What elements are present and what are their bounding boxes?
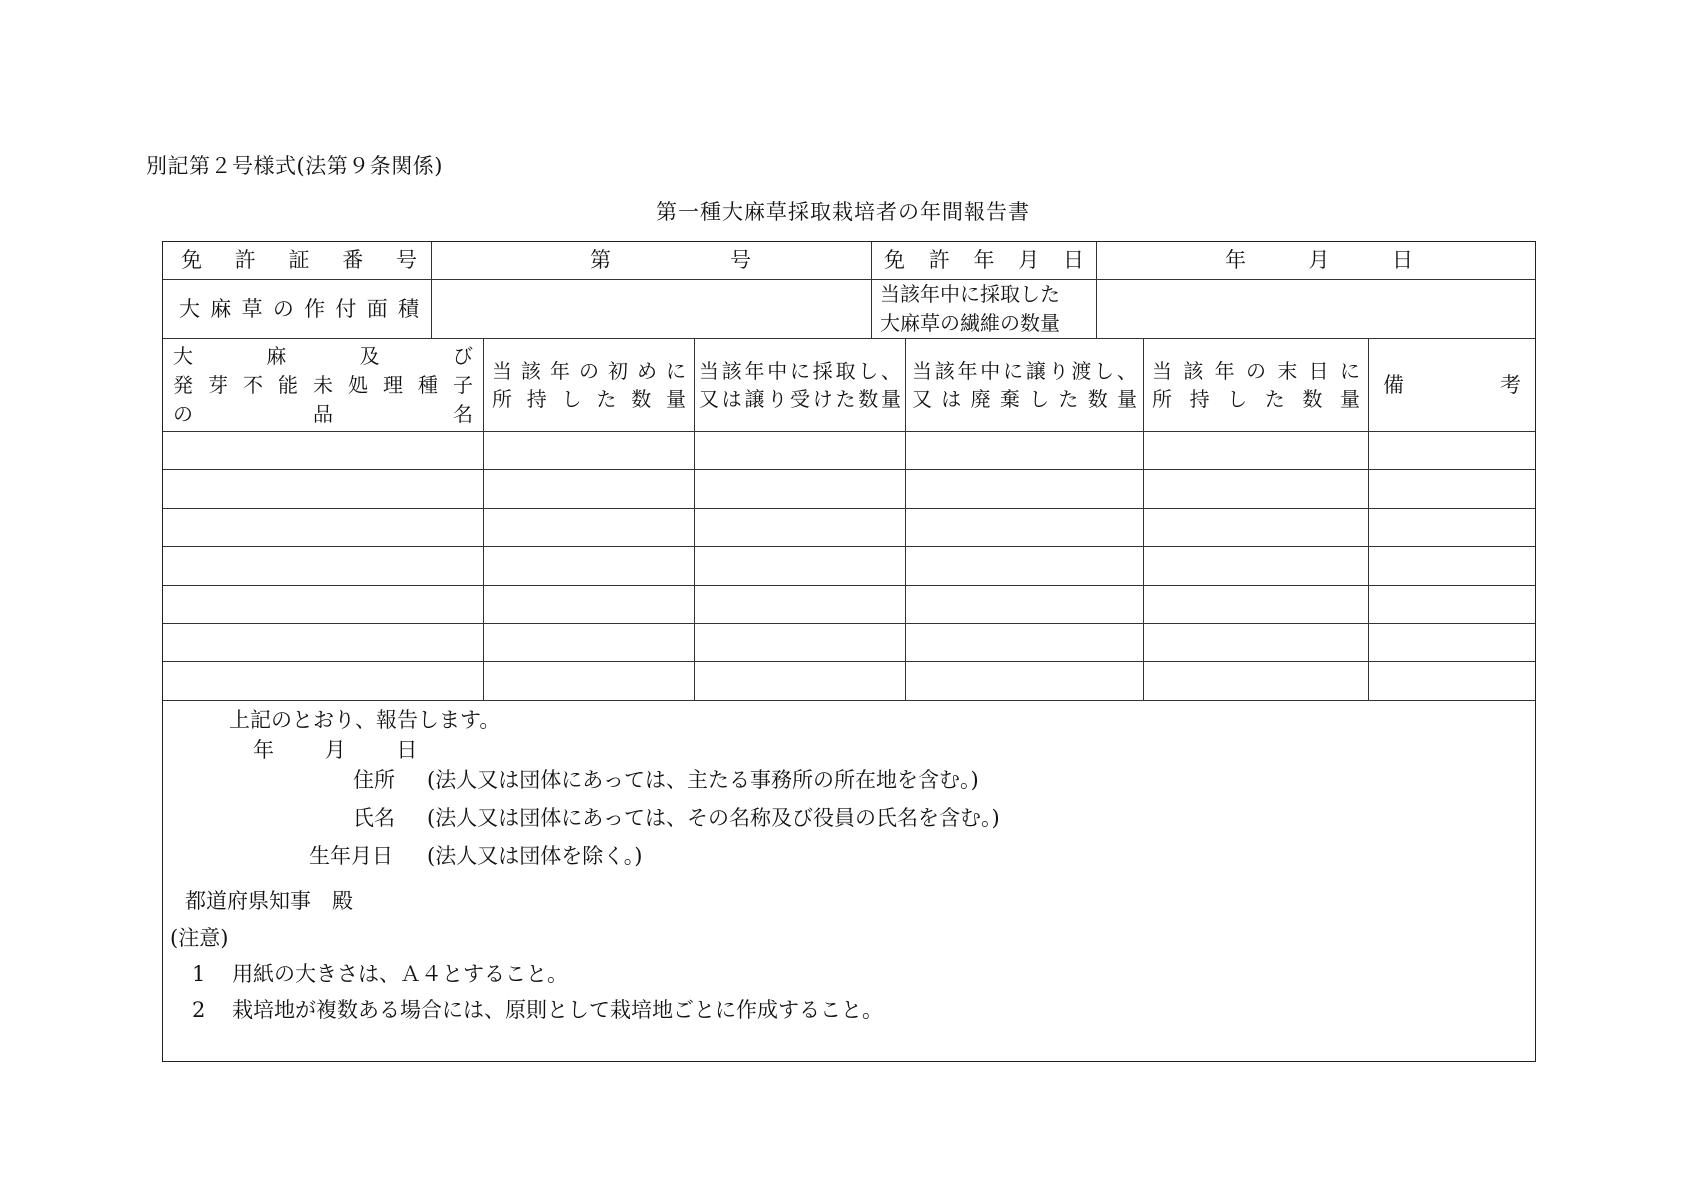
label-char: 渡 [1071,359,1092,383]
label-char: 積 [397,296,419,321]
start-quantity-label-line-2 [492,389,686,409]
label-char: め [637,359,657,383]
fiber-quantity-label-cell [872,280,1097,339]
variety-cell[interactable] [163,624,484,662]
remarks-cell[interactable] [1369,586,1535,624]
label-char: に [790,359,810,383]
label-char: 理 [383,373,403,397]
label-char: 年 [550,359,570,383]
label-char: 当 [1152,359,1172,383]
report-form-sheet [146,148,1540,1022]
variety-name-header [163,339,484,432]
remarks-cell[interactable] [1369,509,1535,547]
license-date-label-cell [872,242,1097,280]
notes-section [170,922,1530,1022]
label-char: 、 [881,359,901,383]
variety-name-label-line-2 [173,372,473,398]
name-label: 氏名 [353,806,395,830]
addressee: 都道府県知事 殿 [185,889,353,913]
label-char: 採 [812,359,833,383]
birthdate-note: (法人又は団体を除く。) [427,844,643,868]
label-char: 処 [348,373,368,397]
declaration-statement: 上記のとおり、報告します。 [229,708,501,732]
label-char: の [1245,359,1266,383]
label-char: し [1029,387,1050,411]
remarks-header [1369,339,1535,432]
end-quantity-label [1144,339,1368,431]
label-char: し [1227,387,1248,411]
remarks-cell[interactable] [1369,547,1535,585]
address-note: (法人又は団体にあっては、主たる事務所の所在地を含む。) [427,768,979,792]
label-char: 未 [313,373,333,397]
label-char: 当 [912,359,932,383]
fiber-quantity-label-line-1: 当該年中に採取した [880,282,1060,306]
notes-heading: (注意) [170,926,229,950]
label-char: 番 [342,248,364,272]
start-quantity-cell[interactable] [484,509,695,547]
end-quantity-cell[interactable] [1144,624,1369,662]
note-item-text: 栽培地が複数ある場合には、原則として栽培地ごとに作成すること。 [232,998,884,1022]
harvested-quantity-cell[interactable] [695,586,906,624]
label-char: 年 [973,248,995,272]
harvested-quantity-cell[interactable] [695,470,906,508]
label-char: 種 [418,373,438,397]
address-label: 住所 [353,768,395,792]
start-quantity-label-line-1 [492,361,686,381]
label-char: に [666,359,686,383]
end-quantity-cell[interactable] [1144,470,1369,508]
form-label: 別記第２号様式(法第９条関係) [146,154,443,178]
license-number-label [163,242,431,279]
label-char: 又 [699,387,719,411]
label-char: 考 [1500,372,1521,397]
variety-name-label [163,339,483,431]
label-char: り [767,387,788,411]
label-char: 数 [631,387,652,411]
label-char: 中 [980,359,1001,383]
planting-area-label [163,280,431,338]
label-char: 許 [234,248,256,272]
variety-name-label-line-1 [173,343,473,369]
label-char: 取 [835,359,856,383]
label-char: 、 [1116,359,1137,383]
label-char: 持 [526,387,547,411]
end-quantity-cell[interactable] [1144,586,1369,624]
label-char: 草 [241,296,263,321]
remarks-cell[interactable] [1369,470,1535,508]
label-char: 数 [858,387,879,411]
transferred-quantity-cell[interactable] [906,624,1144,662]
variety-cell[interactable] [163,509,484,547]
label-char: 麻 [266,344,287,368]
end-quantity-cell[interactable] [1144,662,1369,700]
label-char: 面 [366,296,388,321]
variety-cell[interactable] [163,662,484,700]
license-number-suffix: 号 [730,248,751,272]
start-quantity-header [484,339,695,432]
start-quantity-cell[interactable] [484,547,695,585]
harvested-quantity-label-line-1 [699,361,901,381]
birthdate-label: 生年月日 [309,844,393,868]
license-date-value [1097,242,1535,279]
harvested-quantity-cell[interactable] [695,432,906,470]
end-quantity-cell[interactable] [1144,509,1369,547]
start-quantity-cell[interactable] [484,662,695,700]
label-char: 付 [335,296,357,321]
transferred-quantity-cell[interactable] [906,662,1144,700]
end-quantity-label-line-2 [1152,389,1360,409]
license-number-value-cell[interactable] [432,242,872,280]
label-char: 麻 [210,296,232,321]
label-char: 該 [521,359,541,383]
label-char: 大 [173,344,193,368]
start-quantity-cell[interactable] [484,586,695,624]
label-char: 数 [1302,387,1323,411]
label-char: 棄 [999,387,1020,411]
label-char: 数 [1087,387,1108,411]
start-quantity-cell[interactable] [484,432,695,470]
label-char: 該 [721,359,742,383]
label-char: 中 [767,359,788,383]
transferred-quantity-label-line-1 [912,361,1137,381]
label-char: た [835,387,856,411]
label-char: 月 [1018,248,1040,272]
label-char: 号 [396,248,417,272]
transferred-quantity-header [906,339,1144,432]
variety-cell[interactable] [163,586,484,624]
transferred-quantity-cell[interactable] [906,509,1144,547]
label-char: た [1264,387,1285,411]
label-char: 年 [957,359,978,383]
harvested-quantity-cell[interactable] [695,662,906,700]
label-char: た [596,387,617,411]
label-char: 不 [243,373,263,397]
label-char: 受 [790,387,810,411]
label-char: 免 [884,248,905,272]
remarks-label [1369,339,1535,431]
label-char: 能 [278,373,298,397]
label-char: 量 [881,387,901,411]
label-char: 量 [1339,387,1360,411]
license-date-value-cell[interactable] [1097,242,1535,280]
variety-cell[interactable] [163,547,484,585]
start-quantity-cell[interactable] [484,624,695,662]
label-char: 該 [934,359,955,383]
variety-cell[interactable] [163,470,484,508]
end-quantity-header [1144,339,1369,432]
harvested-quantity-cell[interactable] [695,509,906,547]
declaration-date-year: 年 [253,738,274,762]
label-char: 日 [1063,248,1084,272]
end-quantity-cell[interactable] [1144,547,1369,585]
remarks-cell[interactable] [1369,432,1535,470]
note-item-number: 1 [192,962,206,986]
transferred-quantity-cell[interactable] [906,547,1144,585]
label-char: 譲 [744,387,765,411]
license-date-year: 年 [1225,248,1246,272]
remarks-cell[interactable] [1369,624,1535,662]
label-char: に [1003,359,1024,383]
note-item-number: 2 [192,998,206,1022]
label-char: 該 [1183,359,1204,383]
planting-area-value-cell[interactable] [432,280,872,339]
label-char: 日 [1308,359,1329,383]
declaration-date[interactable] [253,734,417,764]
label-char: の [272,296,294,321]
label-char: に [1339,359,1360,383]
label-char: 免 [181,248,202,272]
transferred-quantity-label [906,339,1143,431]
label-char: し [561,387,582,411]
label-char: り [1048,359,1069,383]
label-char: 芽 [208,373,228,397]
label-char: 当 [492,359,512,383]
label-char: び [452,344,473,368]
declaration-date-month: 月 [324,738,346,762]
fiber-quantity-label [872,280,1096,338]
label-char: 子 [453,373,473,397]
harvested-quantity-cell[interactable] [695,624,906,662]
label-char: 備 [1383,372,1404,397]
label-char: は [721,387,742,411]
license-date-label [872,242,1096,279]
harvested-quantity-header [695,339,906,432]
form-title: 第一種大麻草採取栽培者の年間報告書 [656,200,1030,224]
name-note: (法人又は団体にあっては、その名称及び役員の氏名を含む。) [427,806,1000,830]
transferred-quantity-cell[interactable] [906,432,1144,470]
harvested-quantity-label-line-2 [699,389,901,409]
license-date-month: 月 [1308,248,1330,272]
label-char: 当 [699,359,719,383]
license-date-day: 日 [1392,248,1413,272]
label-char: 譲 [1025,359,1046,383]
note-item-text: 用紙の大きさは、Ａ４とすること。 [232,962,569,986]
label-char: た [1058,387,1079,411]
label-char: 量 [665,387,686,411]
label-char: 廃 [970,387,991,411]
note-item-1 [192,958,568,988]
label-char: け [812,387,833,411]
fiber-quantity-label-line-2: 大麻草の繊維の数量 [880,311,1060,335]
label-char: し [858,359,879,383]
transferred-quantity-cell[interactable] [906,586,1144,624]
label-char: し [1094,359,1115,383]
label-char: 又 [912,387,932,411]
transferred-quantity-label-line-2 [912,389,1137,409]
label-char: 及 [359,344,380,368]
fiber-quantity-value-cell[interactable] [1097,280,1535,339]
license-number-prefix: 第 [590,248,611,272]
label-char: 作 [304,296,326,321]
label-char: 発 [173,373,193,397]
harvested-quantity-cell[interactable] [695,547,906,585]
harvested-quantity-label [695,339,905,431]
label-char: 所 [492,387,512,411]
start-quantity-label [484,339,694,431]
variety-cell[interactable] [163,432,484,470]
note-item-2 [192,994,883,1024]
label-char: は [941,387,962,411]
label-char: 年 [744,359,765,383]
variety-name-label-line-3 [173,401,473,427]
label-char: 許 [928,248,950,272]
end-quantity-cell[interactable] [1144,432,1369,470]
end-quantity-label-line-1 [1152,361,1360,381]
label-char: 名 [453,402,473,426]
label-char: 末 [1277,359,1298,383]
label-char: 証 [288,248,310,272]
label-char: の [173,402,193,426]
label-char: 品 [313,402,333,426]
start-quantity-cell[interactable] [484,470,695,508]
label-char: 持 [1189,387,1210,411]
license-number-label-cell [163,242,432,280]
label-char: の [579,359,599,383]
license-number-value [432,242,871,279]
label-char: 大 [179,296,200,321]
declaration-date-day: 日 [396,738,418,762]
label-char: 所 [1152,387,1172,411]
label-char: 量 [1116,387,1137,411]
transferred-quantity-cell[interactable] [906,470,1144,508]
label-char: 年 [1214,359,1235,383]
planting-area-label-cell [163,280,432,339]
remarks-cell[interactable] [1369,662,1535,700]
label-char: 初 [608,359,628,383]
